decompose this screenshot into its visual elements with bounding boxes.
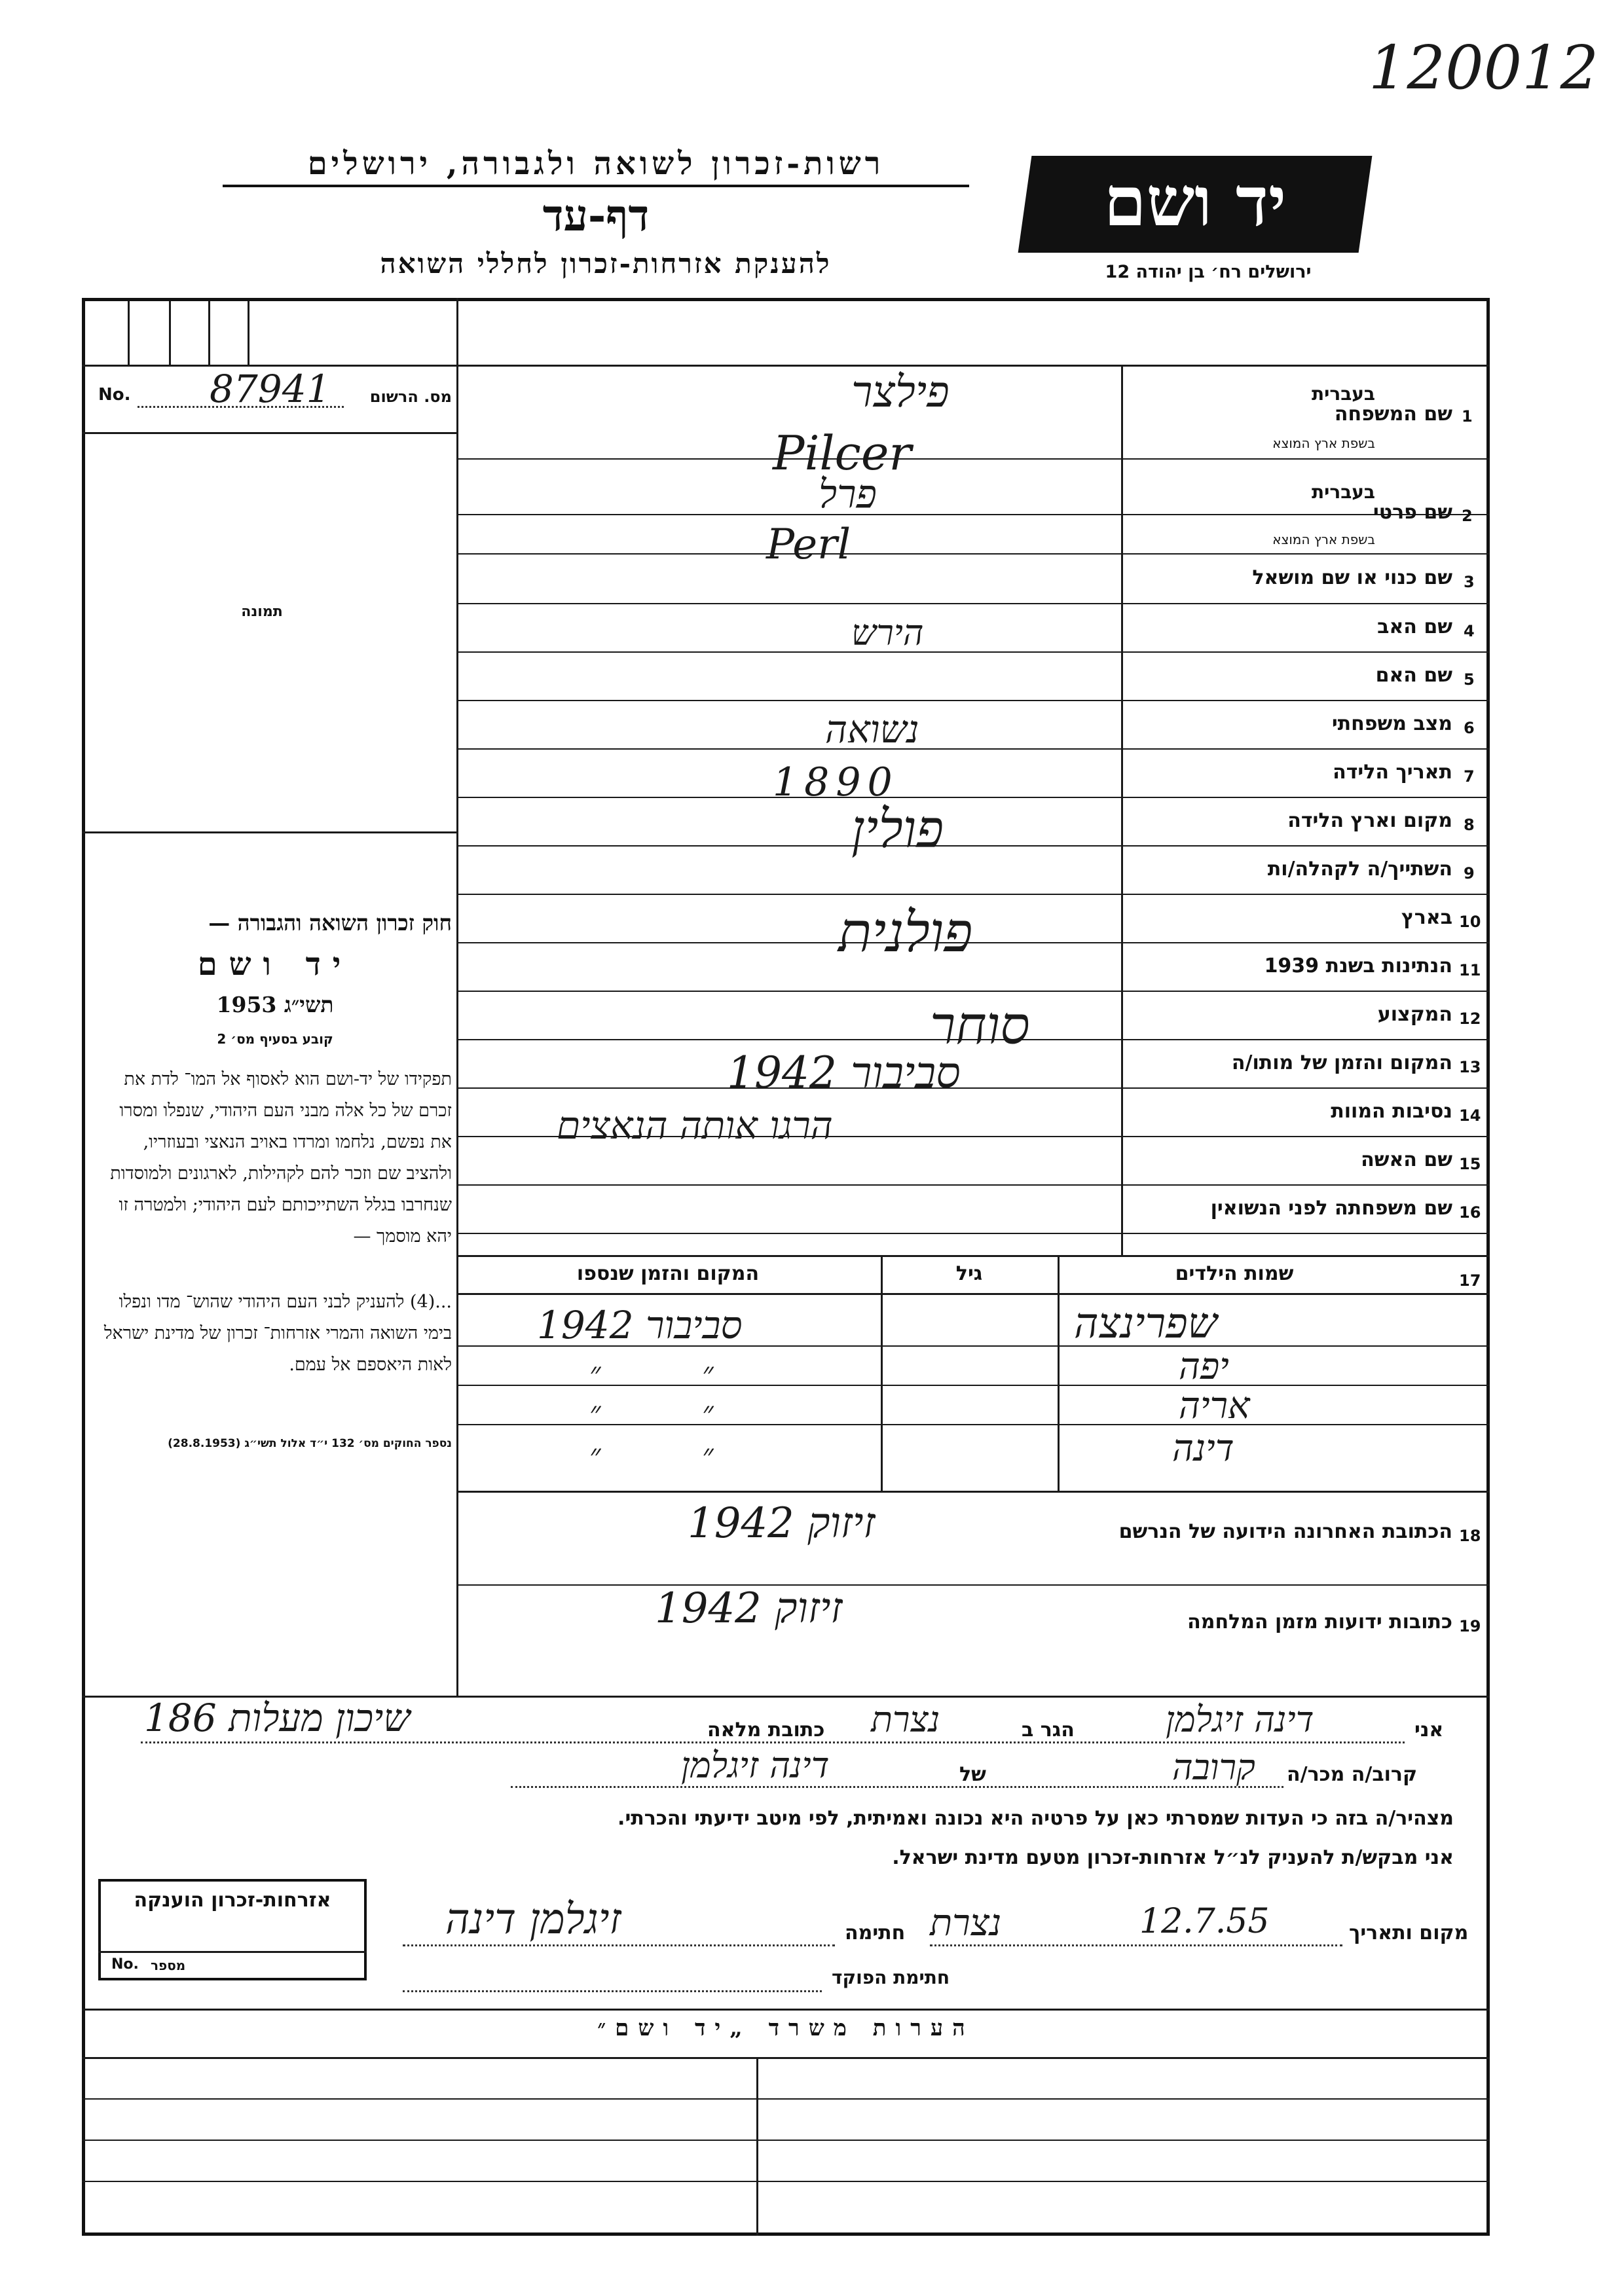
remarks-header-line [82, 2057, 1490, 2059]
decl-ani: אני [1414, 1719, 1444, 1741]
decl-line-2 [511, 1786, 1283, 1788]
children-col-names: שמות הילדים [1175, 1262, 1294, 1285]
legal-paragraph-2: ...(4) להעניק לבני העם היהודי שהוש־ מדו ונפלו בימי השואה והמרי אזרחות־ זכרון של מדינת ישראל לאות היאספם אל עמם. [103, 1292, 452, 1375]
field-15-number: 15 [1459, 1155, 1481, 1173]
field-7-value[interactable]: 1890 [773, 759, 899, 805]
child-1-place[interactable]: סביבור 1942 [537, 1303, 743, 1347]
field-11-label: הנתינות בשנת 1939 [1264, 955, 1452, 977]
field-16-number: 16 [1459, 1203, 1481, 1222]
decl-statement-2: אני מבקש/ת להעניק לנ״ל אזרחות-זכרון מטעם מדינת ישראל. [892, 1846, 1454, 1869]
field-13-number: 13 [1459, 1058, 1481, 1076]
children-col-divider-1 [881, 1255, 883, 1491]
children-col-place: המקום והזמן שנספו [576, 1262, 760, 1285]
child-2-name[interactable]: יפה [1179, 1345, 1229, 1388]
field-2-label: שם פרטי [1373, 501, 1452, 524]
decl-line-signature [403, 1944, 835, 1946]
field-1-value-origin[interactable]: Pilcer [773, 426, 912, 481]
children-col-age: גיל [955, 1262, 983, 1285]
remarks-top-line [82, 2009, 1490, 2011]
field-8-value[interactable]: פולין [851, 799, 944, 860]
field-3-label: שם כנוי או שם מושאל [1252, 566, 1452, 589]
decl-place[interactable]: נצרת [930, 1902, 1002, 1944]
field-19-number: 19 [1459, 1617, 1481, 1635]
logo-text: יד ושם [1103, 161, 1287, 242]
field-1-sub-hebrew: בעברית [1311, 383, 1375, 405]
child-3-place[interactable]: ״ ״ [589, 1394, 714, 1430]
field-8-label: מקום וארץ הלידה [1287, 809, 1452, 832]
field-18-value[interactable]: זיזוק 1942 [688, 1499, 876, 1548]
field-4-value[interactable]: הירש [851, 612, 924, 653]
child-4-name[interactable]: דינה [1172, 1427, 1234, 1470]
registration-label: מס. הרשום [369, 388, 452, 406]
field-1-sub-origin: בשפת ארץ המוצא [1272, 435, 1375, 451]
field-19-label: כתובות ידועות מזמן המלחמה [1187, 1611, 1452, 1633]
legal-footnote: נספר החוקים מס׳ 132 י״ד אלול תשי״ג (28.8.1953) [168, 1437, 452, 1450]
field-1-label: שם המשפחה [1334, 403, 1452, 426]
field-14-number: 14 [1459, 1106, 1481, 1125]
field-14-value[interactable]: הרגו אותה הנאצים [557, 1103, 833, 1148]
field-17-number: 17 [1459, 1271, 1481, 1290]
decl-of: של [959, 1763, 986, 1786]
field-10-label: בארץ [1401, 906, 1452, 929]
decl-of-name[interactable]: דינה זיגלמן [681, 1745, 830, 1786]
field-1-value-hebrew[interactable]: פילצר [851, 367, 950, 417]
field-18-label: הכתובת האחרונה הידועה של הנרשם [1118, 1520, 1452, 1543]
child-2-place[interactable]: ״ ״ [589, 1355, 714, 1391]
stamp-box-divider [98, 1951, 367, 1953]
decl-line-1 [141, 1741, 1405, 1743]
decl-resident-label: הגר ב [1022, 1719, 1075, 1741]
decl-relation[interactable]: קרובה [1172, 1747, 1255, 1788]
registration-cells [85, 301, 456, 365]
header-subtitle: להענקת אזרחות-זכרון לחללי השואה [380, 247, 832, 280]
children-header-line [456, 1293, 1490, 1295]
field-2-sub-hebrew: בעברית [1311, 481, 1375, 503]
decl-date[interactable]: 12.7.55 [1139, 1902, 1270, 1941]
decl-clerk-label: חתימת הפוקד [832, 1967, 950, 1988]
decl-address-label: כתובת מלאה [707, 1719, 825, 1741]
header-address: ירושלים רח׳ בן יהודה 12 [1105, 262, 1312, 282]
header-authority-line: רשות-זכרון לשואה ולגבורה, ירושלים [223, 145, 969, 187]
header-title: דף-עד [542, 190, 650, 241]
field-10-number: 10 [1459, 913, 1481, 931]
field-11-number: 11 [1459, 961, 1481, 979]
decl-relative-label: קרוב/ה מכר/ה [1287, 1763, 1418, 1786]
decl-place-date-label: מקום ותאריך [1349, 1922, 1469, 1944]
registration-row-line [82, 432, 458, 434]
legal-paragraph-1: תפקידו של יד-ושם הוא לאסוף אל המו־ לדת את זכרם של כל אלה מבני העם היהודי, שנפלו ומסרו את נפשם, נלחמו ומרדו באויב הנאצי ובעוזריו, ולהציב שם וזכר להם לקהילות, לארגונים ולמוסדות שנחרבו בגלל השתייכותם לעם היהודי; ולמטרה זו יהא מוסמך — [110, 1069, 452, 1247]
decl-line-clerk [403, 1990, 822, 1992]
field-6-number: 6 [1464, 719, 1475, 737]
field-2-sub-origin: בשפת ארץ המוצא [1272, 532, 1375, 547]
legal-title: חוק זכרון השואה והגבורה — [208, 910, 452, 936]
field-13-value[interactable]: סביבור 1942 [727, 1048, 961, 1098]
field-12-number: 12 [1459, 1010, 1481, 1028]
remarks-col-divider [756, 2057, 758, 2236]
field-6-value[interactable]: נשואה [825, 707, 919, 752]
field-4-number: 4 [1464, 622, 1475, 640]
field-12-value[interactable]: סוחר [930, 995, 1030, 1056]
left-column-divider [456, 298, 458, 1696]
field-9-label: השתייך/ה לקהלה/ות [1267, 858, 1452, 881]
document-archive-number: 120012 [1369, 33, 1599, 103]
field-16-label: שם משפחתה לפני הנשואין [1210, 1197, 1452, 1220]
field-2-value-origin[interactable]: Perl [766, 520, 851, 569]
field-13-label: המקום והזמן של מותו/ה [1231, 1051, 1452, 1074]
child-1-name[interactable]: שפרינצה [1074, 1300, 1217, 1348]
field-6-label: מצב משפחתי [1331, 712, 1452, 735]
field-2-value-hebrew[interactable]: פרל [819, 471, 877, 517]
field-3-number: 3 [1464, 573, 1475, 591]
field-7-number: 7 [1464, 767, 1475, 786]
registration-number: 87941 [210, 367, 331, 411]
field-19-value[interactable]: זיזוק 1942 [655, 1584, 843, 1633]
registration-prefix: No. [98, 385, 131, 405]
field-4-label: שם האב [1377, 615, 1452, 638]
field-10-value[interactable]: פולנית [838, 900, 973, 964]
children-col-divider-2 [1058, 1255, 1060, 1491]
decl-name[interactable]: דינה זיגלמן [1166, 1699, 1314, 1740]
legal-section: קובע בסעיף מס׳ 2 [217, 1031, 333, 1047]
field-18-number: 18 [1459, 1527, 1481, 1545]
field-5-number: 5 [1464, 670, 1475, 689]
field-15-label: שם האשה [1361, 1148, 1452, 1171]
child-3-name[interactable]: אריה [1179, 1385, 1250, 1427]
remarks-title: הערות משרד „יד ושם״ [597, 2015, 974, 2041]
field-1-number: 1 [1462, 407, 1473, 426]
field-2-number: 2 [1462, 507, 1473, 525]
legal-year: תשי״ג 1953 [216, 992, 334, 1017]
decl-line-place [930, 1944, 1342, 1946]
field-5-label: שם האם [1375, 664, 1452, 687]
field-7-label: תאריך הלידה [1333, 761, 1452, 784]
decl-signature-label: חתימה [845, 1922, 906, 1944]
field-9-number: 9 [1464, 864, 1475, 883]
stamp-box-title: אזרחות-זכרון הוענקה [134, 1889, 331, 1912]
label-column-divider [1121, 365, 1123, 1255]
child-4-place[interactable]: ״ ״ [589, 1437, 714, 1472]
stamp-box-number-label: מספר [151, 1958, 186, 1973]
field-12-label: המקצוע [1377, 1003, 1452, 1026]
decl-signature[interactable]: זיגלמן דינה [445, 1895, 621, 1944]
photo-area-bottom [82, 831, 458, 833]
decl-address[interactable]: שיכון מעלות 186 [144, 1696, 411, 1740]
legal-name: יד ושם [197, 946, 353, 983]
stamp-box-prefix: No. [111, 1956, 139, 1973]
decl-statement-1: מצהיר/ה בזה כי העדות שמסרתי כאן על פרטיה היא נכונה ואמיתית, לפי מיטב ידיעתי והכרתי. [618, 1807, 1454, 1830]
field-18-mid-line [456, 1584, 1490, 1586]
decl-city[interactable]: נצרת [871, 1699, 940, 1740]
field-14-label: נסיבות המוות [1331, 1100, 1452, 1123]
field-8-number: 8 [1464, 816, 1475, 834]
photo-label: תמונה [241, 604, 283, 620]
